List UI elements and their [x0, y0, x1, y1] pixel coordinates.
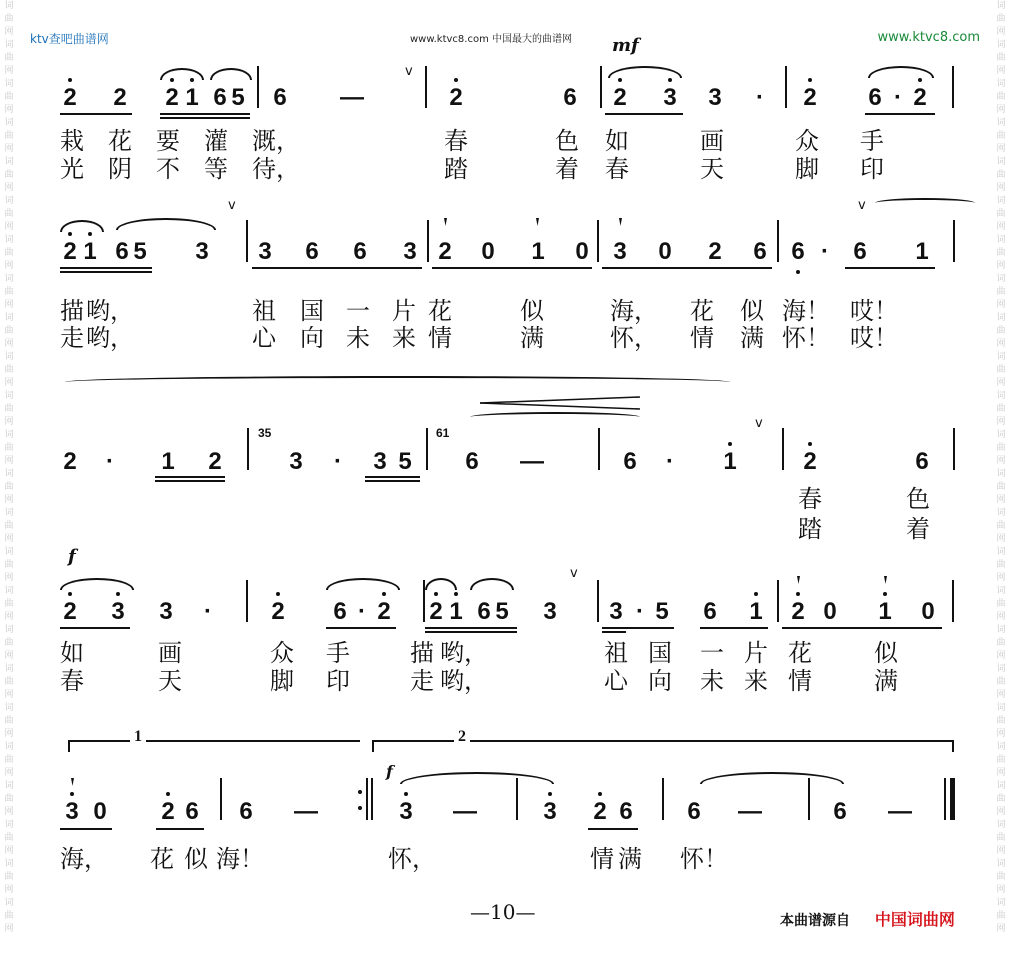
watermark-char: 曲: [996, 482, 1006, 492]
note: 6: [273, 84, 287, 111]
watermark-char: 词: [996, 79, 1006, 89]
note: 6: [833, 798, 847, 825]
watermark-char: 曲: [4, 53, 14, 63]
watermark-char: 曲: [996, 677, 1006, 687]
watermark-char: 词: [4, 313, 14, 323]
note: 0: [93, 798, 107, 825]
note: 3: [613, 238, 627, 265]
watermark-char: 词: [4, 157, 14, 167]
repeat-barline: [371, 778, 373, 820]
barline: [782, 428, 784, 470]
note: 2: [803, 84, 817, 111]
watermark-char: 词: [996, 859, 1006, 869]
note-dot: ·: [334, 448, 342, 475]
barline: [808, 778, 810, 820]
watermark-char: 词: [4, 859, 14, 869]
note: 2: [113, 84, 127, 111]
page-number: —10—: [470, 900, 536, 924]
barline: [952, 580, 954, 622]
note: 3: [708, 84, 722, 111]
barline: [952, 66, 954, 108]
note: 6: [465, 448, 479, 475]
note: 2: [63, 448, 77, 475]
watermark-char: 网: [996, 690, 1006, 700]
watermark-char: 曲: [996, 911, 1006, 921]
note: 1: [723, 448, 737, 475]
barline: [777, 220, 779, 262]
watermark-char: 曲: [4, 755, 14, 765]
watermark-char: 曲: [4, 287, 14, 297]
note: 2: [803, 448, 817, 475]
watermark-char: 曲: [996, 404, 1006, 414]
watermark-char: 曲: [4, 209, 14, 219]
watermark-char: 网: [996, 846, 1006, 856]
note-dot: ·: [894, 84, 902, 111]
watermark-char: 曲: [4, 833, 14, 843]
watermark-char: 曲: [4, 326, 14, 336]
watermark-char: 曲: [4, 716, 14, 726]
note: 6: [687, 798, 701, 825]
watermark-char: 网: [996, 222, 1006, 232]
note: 6: [853, 238, 867, 265]
watermark-char: 词: [4, 703, 14, 713]
dynamic-mf: mf: [612, 35, 639, 56]
watermark-char: 网: [4, 690, 14, 700]
note: 2: [438, 238, 452, 265]
watermark-char: 网: [4, 66, 14, 76]
watermark-char: 词: [996, 313, 1006, 323]
barline: [220, 778, 222, 820]
note: 6: [115, 238, 129, 265]
watermark-char: 词: [4, 391, 14, 401]
watermark-char: 网: [4, 885, 14, 895]
watermark-char: 网: [996, 183, 1006, 193]
watermark-char: 网: [4, 807, 14, 817]
note: 6: [477, 598, 491, 625]
watermark-char: 网: [996, 885, 1006, 895]
note: 2: [63, 598, 77, 625]
source-site-link[interactable]: 中国词曲网: [874, 910, 955, 929]
note: 2: [63, 84, 77, 111]
watermark-char: 网: [996, 339, 1006, 349]
note-dot: ·: [821, 238, 829, 265]
watermark-char: 网: [4, 924, 14, 934]
note-dot: ·: [358, 598, 366, 625]
watermark-char: 曲: [996, 248, 1006, 258]
watermark-char: 网: [4, 183, 14, 193]
watermark-char: 词: [996, 625, 1006, 635]
watermark-char: 曲: [4, 794, 14, 804]
header-right-site[interactable]: www.ktvc8.com: [877, 30, 980, 45]
watermark-char: 曲: [4, 521, 14, 531]
watermark-char: 曲: [4, 131, 14, 141]
barline: [600, 66, 602, 108]
barline: [598, 428, 600, 470]
watermark-char: 曲: [996, 209, 1006, 219]
barline: [257, 66, 259, 108]
watermark-char: 曲: [996, 14, 1006, 24]
notation-row: [60, 768, 960, 828]
watermark-char: 网: [4, 534, 14, 544]
watermark-char: 网: [4, 456, 14, 466]
watermark-char: 网: [4, 27, 14, 37]
note-dot: ·: [204, 598, 212, 625]
watermark-char: 词: [4, 820, 14, 830]
note: 0: [921, 598, 935, 625]
watermark-char: 词: [996, 781, 1006, 791]
watermark-char: 曲: [996, 326, 1006, 336]
note: 1: [161, 448, 175, 475]
note: 2: [161, 798, 175, 825]
watermark-char: 曲: [4, 92, 14, 102]
note: 1: [749, 598, 763, 625]
note: 0: [658, 238, 672, 265]
note: 3: [403, 238, 417, 265]
note: 1: [449, 598, 463, 625]
watermark-char: 网: [996, 807, 1006, 817]
final-barline: [944, 778, 946, 820]
note: 6: [619, 798, 633, 825]
watermark-char: 曲: [996, 794, 1006, 804]
watermark-char: 网: [4, 612, 14, 622]
watermark-char: 曲: [996, 92, 1006, 102]
watermark-char: 词: [996, 742, 1006, 752]
watermark-char: 曲: [4, 599, 14, 609]
watermark-char: 曲: [4, 872, 14, 882]
note-dash: —: [888, 798, 912, 825]
note: 5: [133, 238, 147, 265]
watermark-char: 网: [996, 378, 1006, 388]
watermark-char: 曲: [4, 638, 14, 648]
notation-row: [60, 60, 960, 120]
watermark-char: 网: [996, 66, 1006, 76]
watermark-char: 网: [996, 924, 1006, 934]
watermark-char: 曲: [4, 170, 14, 180]
watermark-char: 词: [4, 235, 14, 245]
note: 2: [708, 238, 722, 265]
watermark-char: 词: [4, 118, 14, 128]
watermark-char: 词: [996, 196, 1006, 206]
watermark-char: 网: [4, 417, 14, 427]
watermark-char: 网: [996, 612, 1006, 622]
note: 0: [575, 238, 589, 265]
long-slur: [65, 376, 730, 388]
diminuendo-hairpin: [480, 396, 640, 410]
note: 3: [609, 598, 623, 625]
watermark-char: 词: [4, 898, 14, 908]
note: 6: [239, 798, 253, 825]
note: 2: [377, 598, 391, 625]
note: 0: [481, 238, 495, 265]
note: 6: [333, 598, 347, 625]
watermark-char: 曲: [996, 443, 1006, 453]
watermark-char: 词: [996, 586, 1006, 596]
barline: [247, 428, 249, 470]
barline: [785, 66, 787, 108]
watermark-char: 词: [4, 586, 14, 596]
note: 3: [663, 84, 677, 111]
watermark-char: 曲: [4, 248, 14, 258]
note: 2: [165, 84, 179, 111]
note: 1: [878, 598, 892, 625]
watermark-char: 词: [4, 430, 14, 440]
note: 5: [655, 598, 669, 625]
watermark-char: 词: [996, 40, 1006, 50]
note: 3: [373, 448, 387, 475]
watermark-char: 网: [996, 261, 1006, 271]
watermark-char: 网: [996, 417, 1006, 427]
note: 6: [213, 84, 227, 111]
note: 6: [353, 238, 367, 265]
note: 5: [231, 84, 245, 111]
barline: [597, 580, 599, 622]
note: 6: [703, 598, 717, 625]
note: 6: [563, 84, 577, 111]
repeat-barline: [366, 778, 368, 820]
left-watermark-strip: [0, 0, 18, 956]
note: 6: [305, 238, 319, 265]
barline: [777, 580, 779, 622]
watermark-char: 曲: [4, 677, 14, 687]
watermark-char: 曲: [996, 560, 1006, 570]
barline: [246, 580, 248, 622]
watermark-char: 网: [4, 300, 14, 310]
breath-mark: v: [405, 64, 413, 79]
watermark-char: 曲: [4, 443, 14, 453]
note-dot: ·: [636, 598, 644, 625]
watermark-char: 曲: [4, 560, 14, 570]
note-dot: ·: [106, 448, 114, 475]
final-barline-thick: [950, 778, 955, 820]
barline: [953, 428, 955, 470]
note-dash: —: [520, 448, 544, 475]
barline: [423, 580, 425, 622]
watermark-char: 网: [4, 222, 14, 232]
watermark-char: 网: [996, 144, 1006, 154]
watermark-char: 曲: [996, 716, 1006, 726]
note: 2: [429, 598, 443, 625]
note-dash: —: [453, 798, 477, 825]
grace-notes: 61: [436, 426, 450, 440]
watermark-char: 曲: [996, 638, 1006, 648]
right-watermark-strip: [992, 0, 1010, 956]
watermark-char: 词: [996, 430, 1006, 440]
watermark-char: 词: [996, 508, 1006, 518]
notation-row: 2 1 6 5 3 3 6 6 3 2 0 1 0 3 0 2 6 6 · 6 1 v v: [60, 210, 960, 270]
watermark-char: 词: [4, 469, 14, 479]
watermark-char: 曲: [996, 53, 1006, 63]
watermark-char: 网: [996, 534, 1006, 544]
barline: [426, 428, 428, 470]
watermark-char: 词: [996, 352, 1006, 362]
note: 2: [449, 84, 463, 111]
watermark-char: 网: [4, 378, 14, 388]
watermark-char: 词: [996, 664, 1006, 674]
note: 1: [915, 238, 929, 265]
watermark-char: 词: [996, 820, 1006, 830]
watermark-char: 曲: [996, 170, 1006, 180]
watermark-char: 词: [996, 1, 1006, 11]
note: 2: [613, 84, 627, 111]
note: 2: [63, 238, 77, 265]
barline: [597, 220, 599, 262]
source-credit: [780, 907, 955, 930]
note: 5: [495, 598, 509, 625]
watermark-char: 网: [4, 768, 14, 778]
watermark-char: 网: [996, 573, 1006, 583]
note: 6: [791, 238, 805, 265]
watermark-char: 网: [4, 651, 14, 661]
watermark-char: 网: [4, 573, 14, 583]
watermark-char: 网: [4, 144, 14, 154]
note-dash: —: [340, 84, 364, 111]
watermark-char: 词: [996, 469, 1006, 479]
watermark-char: 词: [4, 547, 14, 557]
grace-notes: 35: [258, 426, 272, 440]
watermark-char: 网: [996, 300, 1006, 310]
watermark-char: 词: [996, 703, 1006, 713]
watermark-char: 网: [996, 651, 1006, 661]
watermark-char: 曲: [996, 872, 1006, 882]
note-dot: ·: [666, 448, 674, 475]
barline: [425, 66, 427, 108]
barline: [427, 220, 429, 262]
watermark-char: 曲: [4, 911, 14, 921]
note: 6: [915, 448, 929, 475]
watermark-char: 网: [4, 339, 14, 349]
note: 3: [543, 598, 557, 625]
header-center-site[interactable]: www.ktvc8.com 中国最大的曲谱网: [410, 34, 573, 45]
source-label: 本曲谱源自: [780, 913, 850, 929]
watermark-char: 词: [996, 391, 1006, 401]
note: 3: [543, 798, 557, 825]
watermark-char: 词: [4, 742, 14, 752]
note: 3: [159, 598, 173, 625]
watermark-char: 网: [996, 27, 1006, 37]
watermark-char: 词: [996, 547, 1006, 557]
note: 2: [208, 448, 222, 475]
watermark-char: 网: [4, 729, 14, 739]
note: 6: [185, 798, 199, 825]
dynamic-f-ending: f: [386, 762, 393, 781]
volta-2: 2: [372, 740, 954, 752]
watermark-char: 曲: [4, 14, 14, 24]
watermark-char: 词: [4, 781, 14, 791]
watermark-char: 词: [4, 79, 14, 89]
note: 2: [913, 84, 927, 111]
watermark-char: 词: [4, 352, 14, 362]
note: 3: [111, 598, 125, 625]
watermark-char: 网: [996, 495, 1006, 505]
watermark-char: 词: [996, 274, 1006, 284]
watermark-char: 词: [4, 196, 14, 206]
dynamic-f: f: [68, 546, 76, 567]
watermark-char: 网: [996, 105, 1006, 115]
note: 6: [623, 448, 637, 475]
watermark-char: 曲: [4, 482, 14, 492]
watermark-char: 词: [4, 664, 14, 674]
note: 2: [791, 598, 805, 625]
note: 6: [753, 238, 767, 265]
barline: [246, 220, 248, 262]
watermark-char: 词: [996, 157, 1006, 167]
watermark-char: 网: [4, 105, 14, 115]
watermark-char: 词: [4, 625, 14, 635]
note: 3: [195, 238, 209, 265]
note: 2: [593, 798, 607, 825]
watermark-char: 曲: [996, 599, 1006, 609]
watermark-char: 词: [996, 235, 1006, 245]
watermark-char: 词: [4, 274, 14, 284]
note: 5: [398, 448, 412, 475]
notation-row: 2 3 3 · 2 6 · 2 2 1 6 5 3 3 · 5 6 1 2 0 1 0 v: [60, 570, 960, 630]
watermark-char: 词: [4, 1, 14, 11]
watermark-char: 曲: [996, 287, 1006, 297]
note: 6: [868, 84, 882, 111]
note: 3: [289, 448, 303, 475]
header-left-site[interactable]: ktv查吧曲谱网: [30, 32, 109, 46]
note-dash: —: [738, 798, 762, 825]
barline: [662, 778, 664, 820]
notation-row: 2 · 1 2 3 · 3 5 6 — 6 · 1 2 6 35 61 v: [60, 422, 960, 482]
note: 3: [399, 798, 413, 825]
note: 1: [531, 238, 545, 265]
barline: [516, 778, 518, 820]
watermark-char: 网: [996, 729, 1006, 739]
watermark-char: 曲: [996, 131, 1006, 141]
watermark-char: 网: [996, 456, 1006, 466]
note-dot: ·: [756, 84, 764, 111]
watermark-char: 曲: [996, 521, 1006, 531]
watermark-char: 曲: [4, 365, 14, 375]
note: 3: [65, 798, 79, 825]
watermark-char: 词: [4, 40, 14, 50]
watermark-char: 曲: [4, 404, 14, 414]
note-dash: —: [294, 798, 318, 825]
watermark-char: 网: [4, 261, 14, 271]
watermark-char: 网: [4, 495, 14, 505]
watermark-char: 词: [996, 118, 1006, 128]
watermark-char: 曲: [996, 365, 1006, 375]
note: 0: [823, 598, 837, 625]
barline: [953, 220, 955, 262]
watermark-char: 曲: [996, 755, 1006, 765]
note: 2: [271, 598, 285, 625]
watermark-char: 词: [4, 508, 14, 518]
watermark-char: 曲: [996, 833, 1006, 843]
watermark-char: 网: [996, 768, 1006, 778]
watermark-char: 词: [996, 898, 1006, 908]
volta-1: 1: [68, 740, 360, 752]
note: 3: [258, 238, 272, 265]
note: 1: [83, 238, 97, 265]
note: 1: [185, 84, 199, 111]
watermark-char: 网: [4, 846, 14, 856]
